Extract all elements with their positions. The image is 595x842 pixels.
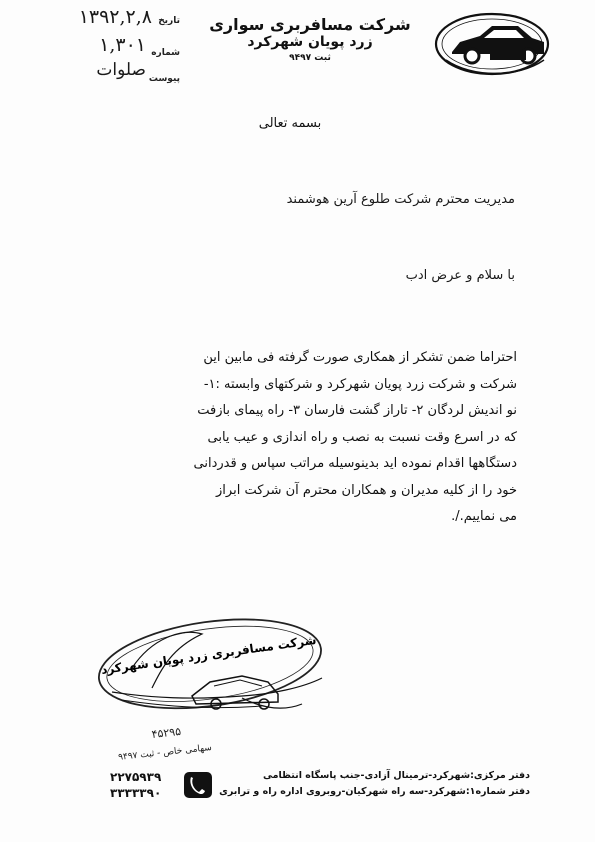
date-label: تاریخ — [158, 16, 180, 26]
letter-body — [87, 345, 517, 531]
body-line: می نماییم./. — [451, 509, 517, 524]
attachment-label: پیوست — [148, 74, 180, 84]
body-line: دستگاهها اقدام نموده اید بدینوسیله مراتب سپاس و قدردانی — [193, 456, 517, 471]
number-value: ۱,۳۰۱ — [99, 34, 146, 56]
registration-number: ثبت ۹۴۹۷ — [289, 53, 331, 63]
stamp-signature-number: ۴۵۲۹۵ — [150, 724, 182, 741]
date-value: ۱۳۹۲,۲,۸ — [78, 6, 152, 28]
attachment-value: صلوات — [96, 60, 146, 80]
greeting-line: با سلام و عرض ادب — [405, 268, 515, 283]
phone-number-2: ۳۳۳۳۳۹۰ — [110, 786, 162, 800]
body-line: نو اندیش لردگان ۲- تاراز گشت فارسان ۳- راه پیمای بازفت — [197, 403, 517, 418]
stamp-text: شرکت مسافربری زرد پویان شهرکرد — [100, 632, 318, 677]
phone-number-1: ۲۲۷۵۹۳۹ — [110, 770, 162, 784]
phone-icon — [184, 772, 212, 798]
recipient-line: مدیریت محترم شرکت طلوع آرین هوشمند — [286, 192, 515, 207]
company-name-line1: شرکت مسافربری سواری — [209, 15, 411, 34]
company-name-line2: زرد پویان شهرکرد — [247, 34, 373, 50]
company-title-block — [200, 16, 420, 65]
body-line: که در اسرع وقت نسبت به نصب و راه اندازی و عیب یابی — [207, 429, 517, 445]
bismillah: بسمه تعالی — [258, 116, 322, 131]
company-stamp — [92, 608, 342, 768]
branch-office-address: دفتر شماره۱:شهرکرد-سه راه شهرکیان-روبروی اداره راه و ترابری — [219, 786, 530, 797]
number-label: شماره — [151, 48, 180, 58]
body-line: خود را از کلیه مدیران و همکاران محترم آن شرکت ابراز — [216, 482, 517, 498]
central-office-address: دفتر مرکزی:شهرکرد-ترمینال آزادی-جنب پاسگاه انتظامی — [262, 770, 530, 781]
letter-footer — [110, 770, 530, 804]
stamp-subtext: سهامی خاص - ثبت ۹۴۹۷ — [117, 743, 213, 763]
letter-meta — [30, 4, 180, 84]
body-line: احتراما ضمن تشکر از همکاری صورت گرفته فی مابین این — [203, 350, 517, 365]
car-logo-icon — [432, 8, 564, 88]
body-line: شرکت و شرکت زرد پویان شهرکرد و شرکتهای وابسته :۱- — [203, 376, 517, 392]
